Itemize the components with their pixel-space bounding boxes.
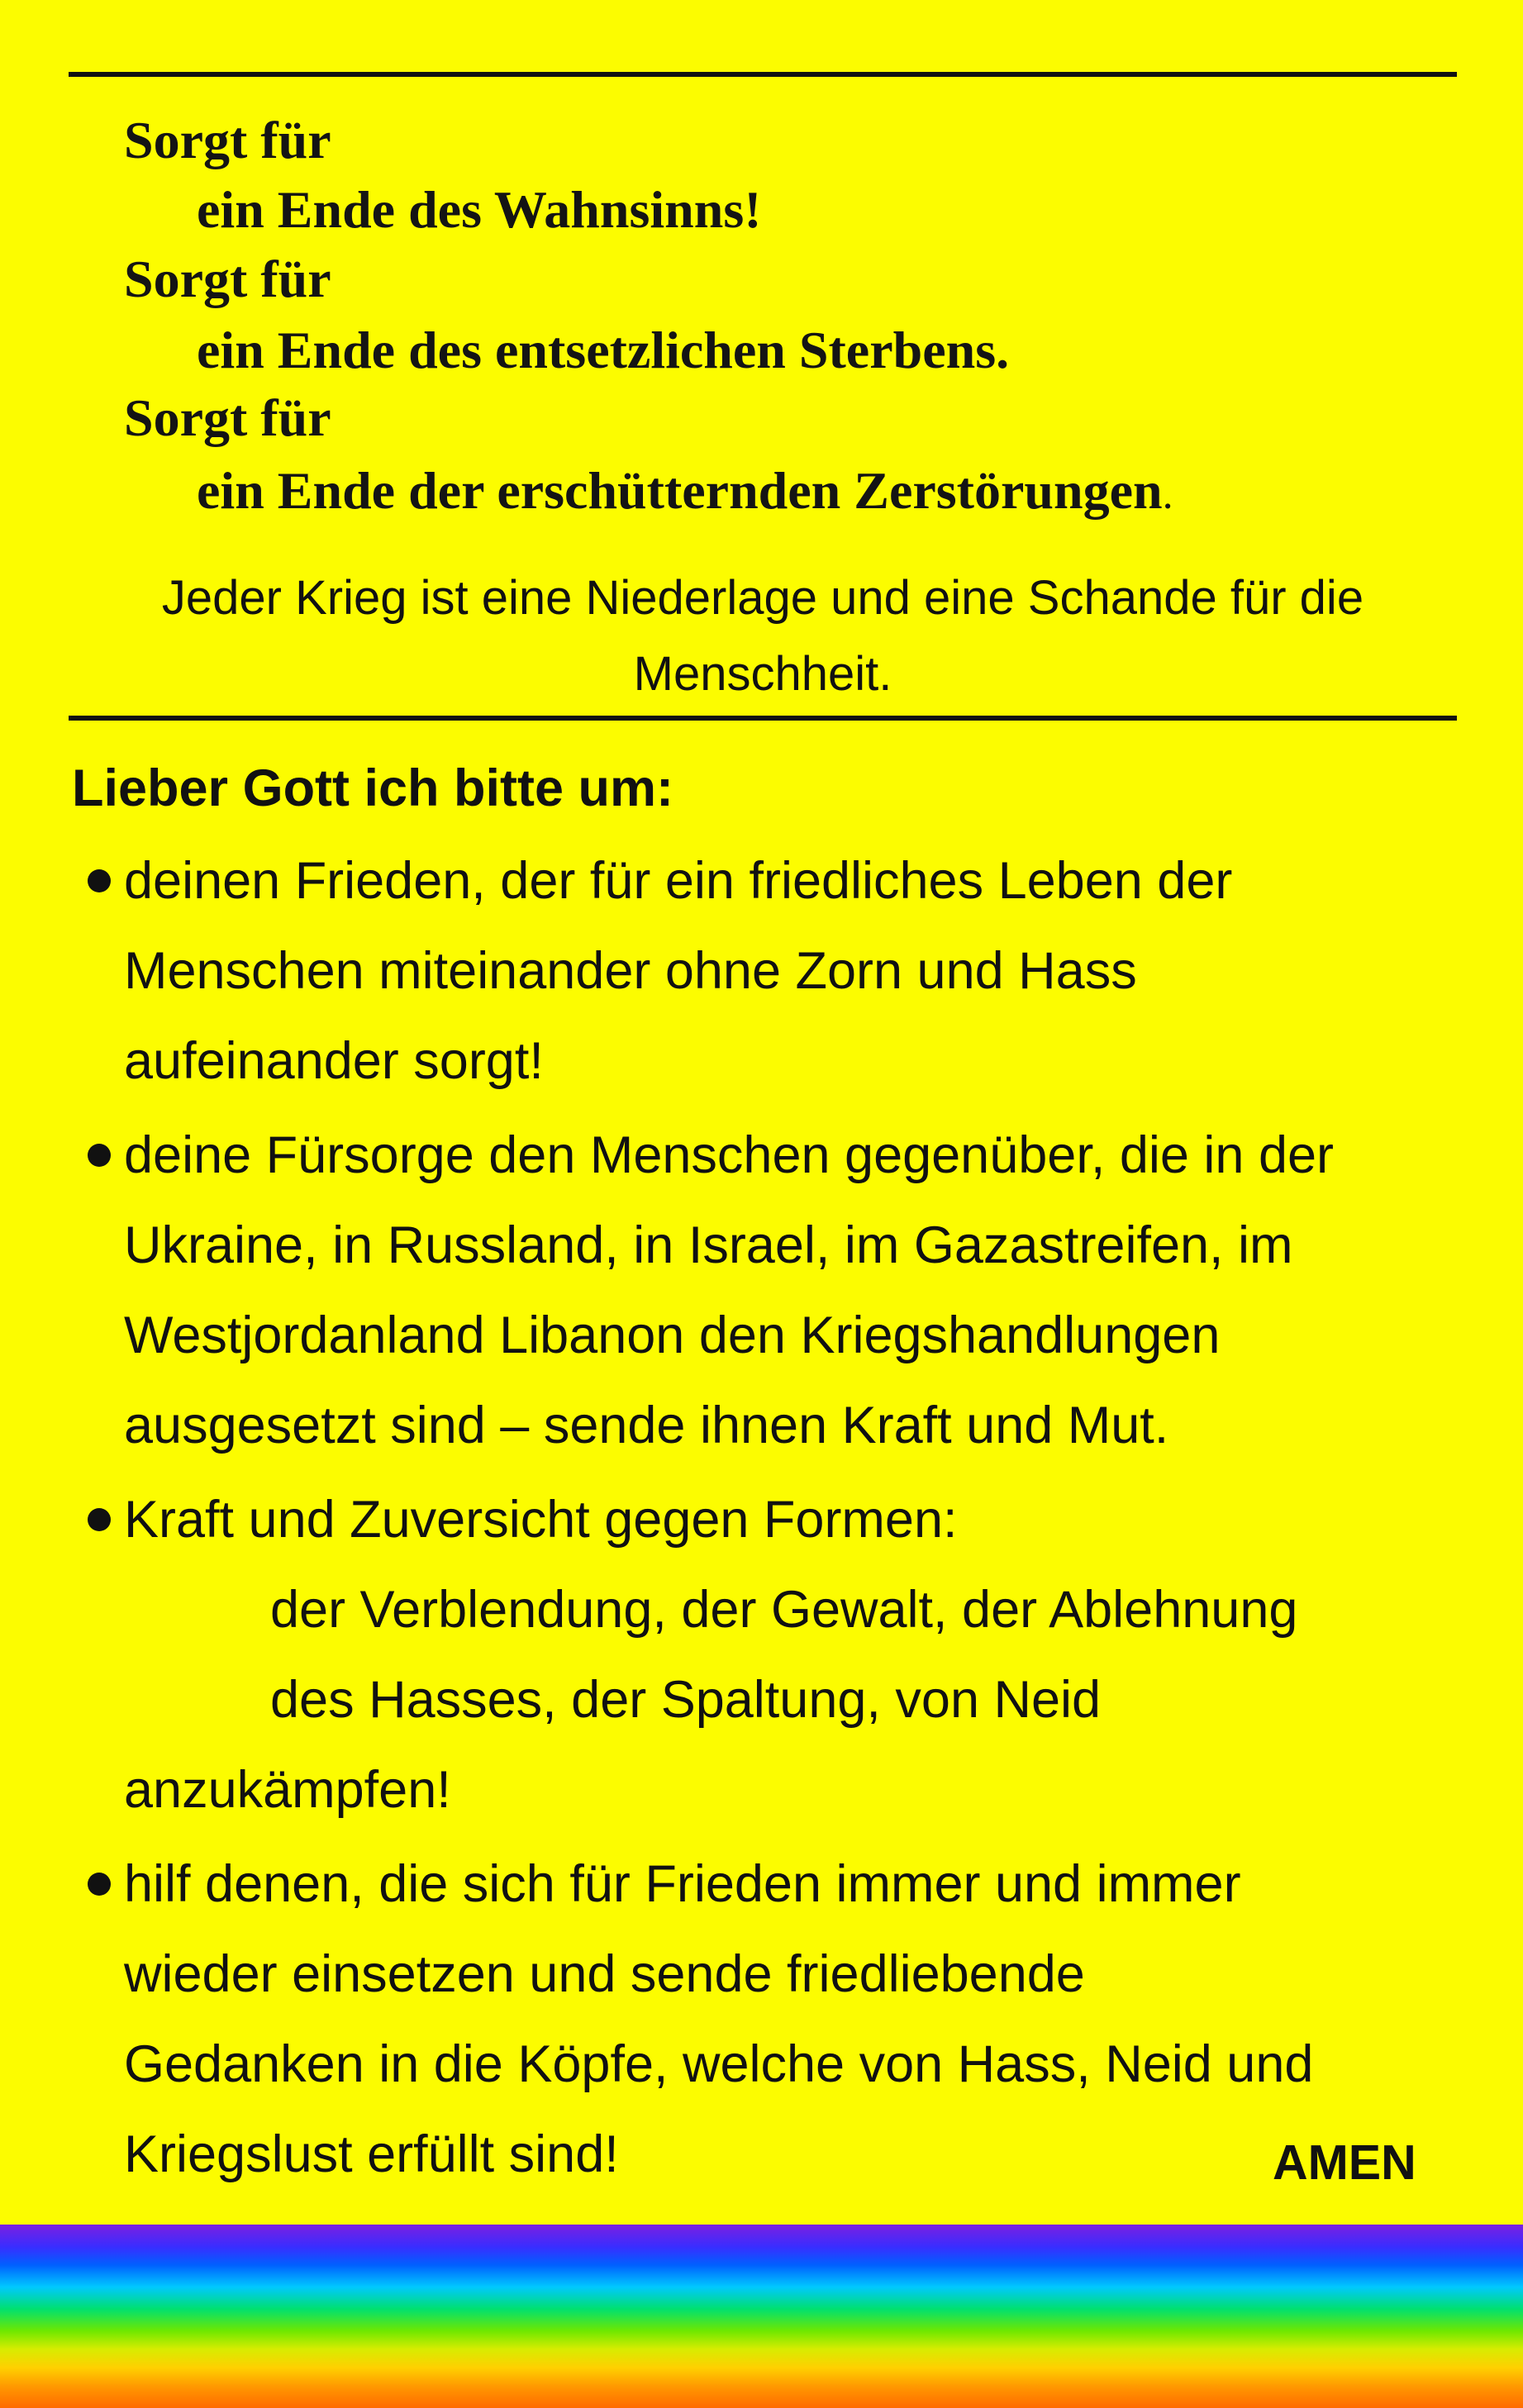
list-item-line: deinen Frieden, der für ein friedliches Leben der	[124, 852, 1233, 910]
appeal-text	[197, 177, 762, 247]
list-item-line: Kraft und Zuversicht gegen Formen:	[124, 1491, 958, 1549]
list-item-line: anzukämpfen!	[124, 1761, 451, 1819]
appeal-label: Sorgt für	[124, 111, 331, 169]
list-item-line: Ukraine, in Russland, in Israel, im Gazastreifen, im	[124, 1216, 1293, 1274]
appeal-label: Sorgt für	[124, 250, 331, 308]
appeal-text	[197, 317, 1009, 388]
list-item-line: hilf denen, die sich für Frieden immer und immer	[124, 1855, 1241, 1913]
appeal-label: Sorgt für	[124, 388, 331, 447]
list-item-line: der Verblendung, der Gewalt, der Ablehnung	[270, 1581, 1298, 1639]
list-item-line: Menschen miteinander ohne Zorn und Hass	[124, 942, 1137, 1000]
war-quote: Jeder Krieg ist eine Niederlage und eine Schande für die Menschheit.	[161, 571, 1364, 701]
list-item-line: Kriegslust erfüllt sind!	[124, 2125, 619, 2183]
amen-label: AMEN	[1273, 2135, 1416, 2190]
bullet-icon	[88, 1144, 111, 1167]
appeal-text-content: ein Ende der erschütternden Zerstörungen	[197, 461, 1163, 520]
list-item-line: Westjordanland Libanon den Kriegshandlungen	[124, 1306, 1221, 1364]
list-item-line: des Hasses, der Spaltung, von Neid	[270, 1671, 1102, 1729]
list-item-line: wieder einsetzen und sende friedliebende	[124, 1945, 1085, 2003]
list-item-line: ausgesetzt sind – sende ihnen Kraft und Mut.	[124, 1397, 1169, 1454]
appeal-text	[197, 458, 1173, 528]
appeal-text-content: ein Ende des Wahnsinns!	[197, 180, 762, 239]
list-item-line: aufeinander sorgt!	[124, 1032, 544, 1090]
list-item-line: Gedanken in die Köpfe, welche von Hass, Neid und	[124, 2035, 1314, 2093]
appeal-text-end: .	[1162, 471, 1173, 518]
bullet-icon	[88, 1873, 111, 1896]
rainbow-band	[0, 2225, 1523, 2408]
bullet-icon	[88, 869, 111, 892]
middle-divider	[69, 716, 1457, 721]
bullet-icon	[88, 1508, 111, 1531]
appeal-text-content: ein Ende des entsetzlichen Sterbens.	[197, 321, 1010, 379]
prayer-heading: Lieber Gott ich bitte um:	[72, 759, 674, 817]
top-divider	[69, 72, 1457, 77]
list-item-line: deine Fürsorge den Menschen gegenüber, die in der	[124, 1126, 1335, 1184]
